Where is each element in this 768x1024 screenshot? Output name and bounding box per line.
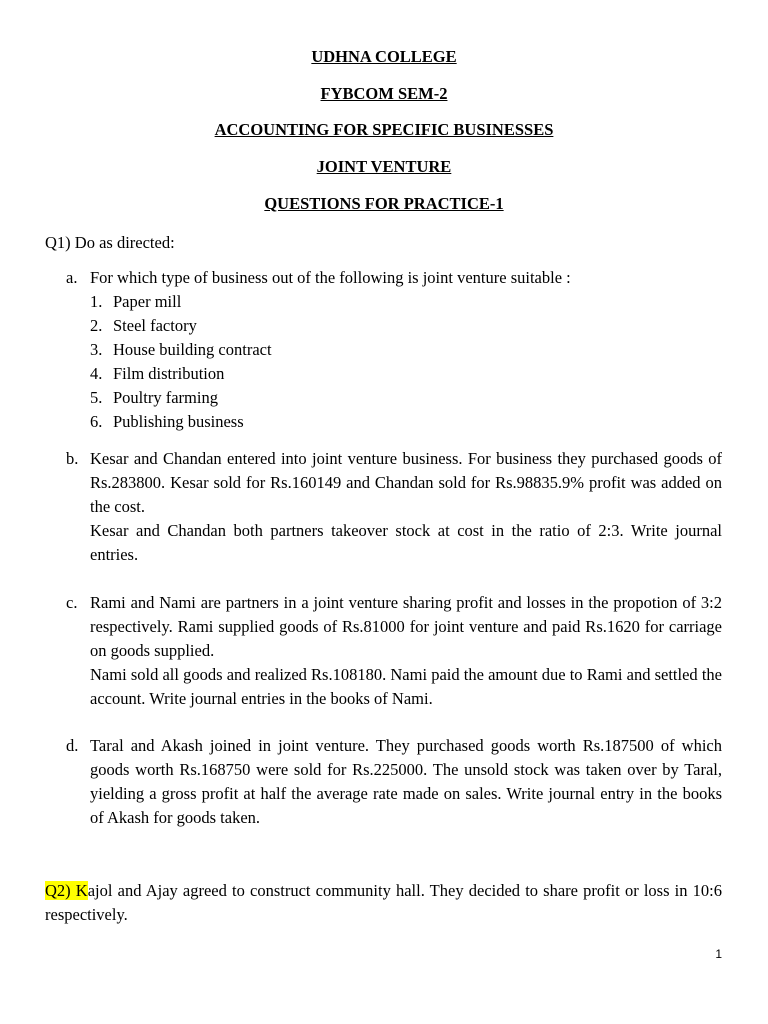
option-text: Paper mill	[113, 292, 182, 311]
option-number: 3.	[90, 340, 103, 359]
question-item-c	[66, 591, 722, 711]
item-text-continued: Nami sold all goods and realized Rs.108180. Nami paid the amount due to Rami and settled the account. Write journal entries in the books of Nami.	[90, 665, 722, 708]
q2-highlight: Q2) K	[45, 881, 88, 900]
question-item-b	[66, 447, 722, 567]
item-text: Rami and Nami are partners in a joint venture sharing profit and losses in the propotion of 3:2 respectively. Rami supplied goods of Rs.81000 for joint venture and paid Rs.1620 for carriage on goods supplied.	[90, 593, 722, 660]
page-number: 1	[715, 947, 722, 961]
option-text: Steel factory	[113, 316, 197, 335]
option-number: 1.	[90, 292, 103, 311]
section-heading: QUESTIONS FOR PRACTICE-1	[264, 194, 504, 213]
option-text: Film distribution	[113, 364, 225, 383]
option-text: Publishing business	[113, 412, 244, 431]
option-number: 6.	[90, 412, 103, 431]
item-letter: c.	[66, 593, 78, 612]
topic-heading: JOINT VENTURE	[316, 157, 452, 176]
q2-paragraph	[45, 879, 722, 927]
college-heading: UDHNA COLLEGE	[311, 47, 457, 66]
item-letter: d.	[66, 736, 79, 755]
option-number: 2.	[90, 316, 103, 335]
subject-heading: ACCOUNTING FOR SPECIFIC BUSINESSES	[214, 120, 554, 139]
item-text-continued: Kesar and Chandan both partners takeover stock at cost in the ratio of 2:3. Write journal entries.	[90, 521, 722, 564]
item-letter: a.	[66, 268, 78, 287]
option-number: 5.	[90, 388, 103, 407]
option-number: 4.	[90, 364, 103, 383]
q1-title: Q1) Do as directed:	[45, 233, 175, 252]
option-text: House building contract	[113, 340, 272, 359]
item-text: Kesar and Chandan entered into joint venture business. For business they purchased goods of Rs.283800. Kesar sold for Rs.160149 and Chandan sold for Rs.98835.9% profit was added on the cost.	[90, 449, 722, 516]
question-item-a	[66, 266, 722, 290]
class-heading: FYBCOM SEM-2	[320, 84, 448, 103]
question-item-d	[66, 734, 722, 830]
option-text: Poultry farming	[113, 388, 218, 407]
q2-text: ajol and Ajay agreed to construct community hall. They decided to share profit or loss in 10:6 respectively.	[45, 881, 723, 924]
item-text: For which type of business out of the following is joint venture suitable :	[90, 268, 571, 287]
item-letter: b.	[66, 449, 79, 468]
item-text: Taral and Akash joined in joint venture. They purchased goods worth Rs.187500 of which goods worth Rs.168750 were sold for Rs.225000. The unsold stock was taken over by Taral, yielding a gross profit at half the average rate made on sales. Write journal entry in the books of Akash for goods taken.	[90, 736, 722, 827]
